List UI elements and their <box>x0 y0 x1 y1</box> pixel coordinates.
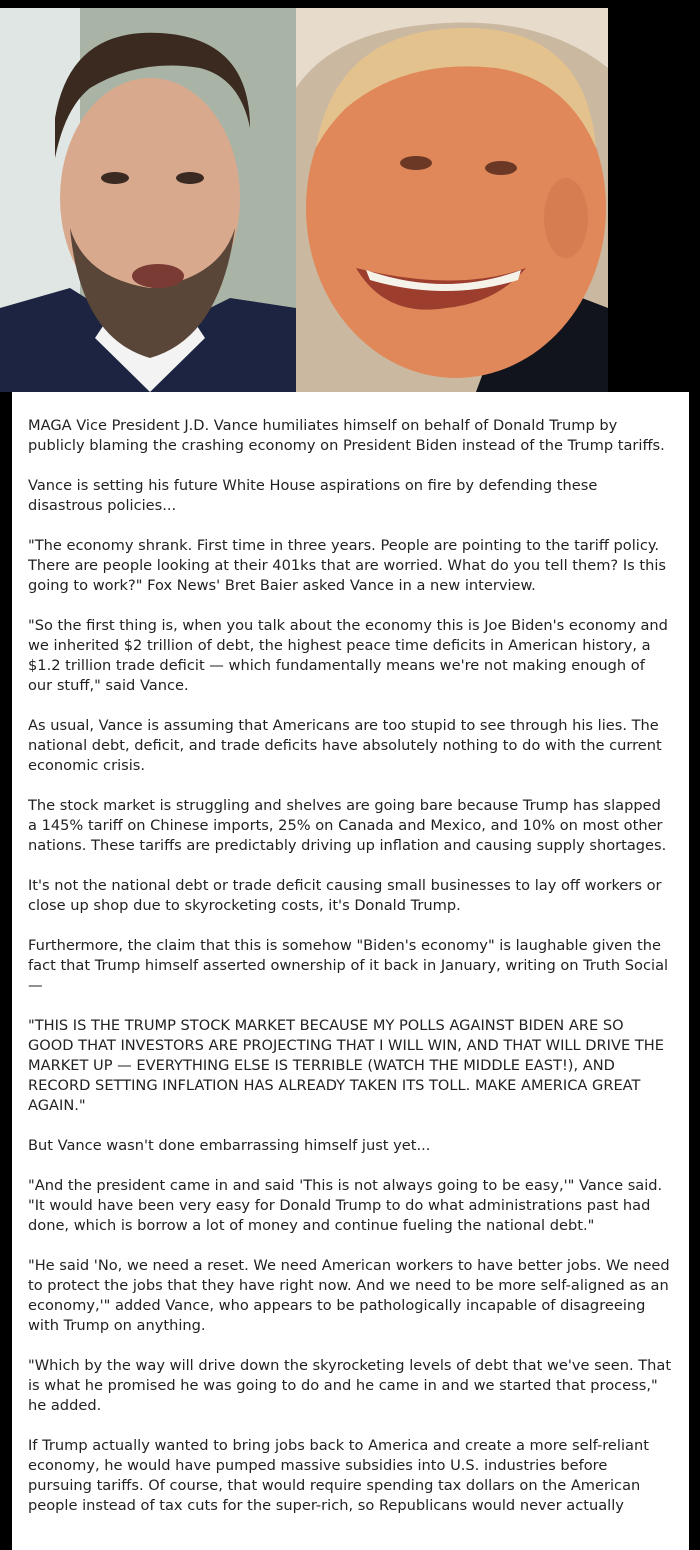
vance-portrait-image <box>0 8 296 392</box>
article-paragraph: It's not the national debt or trade deficit causing small businesses to lay off workers or close up shop due to skyrocketing costs, it's Donald Trump. <box>28 877 662 914</box>
article-paragraph: Furthermore, the claim that this is somehow "Biden's economy" is laughable given the fact that Trump himself asserted ownership of it back in January, writing on Truth Social— <box>28 937 669 994</box>
article-paragraph: As usual, Vance is assuming that Americans are too stupid to see through his lies. The national debt, deficit, and trade deficits have absolutely nothing to do with the current economic crisis. <box>28 717 662 774</box>
article-paragraph: "And the president came in and said 'This is not always going to be easy,'" Vance said. "It would have been very easy for Donald Trump to do what administrations past had done, which is borrow a lot of money and continue fueling the national debt." <box>28 1177 663 1234</box>
article-body <box>12 392 689 1550</box>
article-paragraph: MAGA Vice President J.D. Vance humiliates himself on behalf of Donald Trump by publicly blaming the crashing economy on President Biden instead of the Trump tariffs. <box>28 417 665 454</box>
article-paragraph: "So the first thing is, when you talk about the economy this is Joe Biden's economy and we inherited $2 trillion of debt, the highest peace time deficits in American history, a $1.2 trillion trade deficit — which fundamentally means we're not making enough of our stuff," said Vance. <box>28 617 668 694</box>
article-paragraph: If Trump actually wanted to bring jobs back to America and create a more self-reliant economy, he would have pumped massive subsidies into U.S. industries before pursuing tariffs. Of course, that would require spending tax dollars on the American people instead of tax cuts for the super-rich, so Republicans would never actually <box>28 1437 649 1514</box>
left-frame <box>0 392 12 1500</box>
right-frame <box>689 392 700 1500</box>
article-paragraph: "Which by the way will drive down the skyrocketing levels of debt that we've seen. That is what he promised he was going to do and he came in and we started that process," he added. <box>28 1357 672 1414</box>
article-paragraph: But Vance wasn't done embarrassing himself just yet... <box>28 1137 431 1154</box>
portrait-photo-icon <box>0 8 296 392</box>
article-paragraph: "He said 'No, we need a reset. We need American workers to have better jobs. We need to protect the jobs that they have right now. And we need to be more self-aligned as an economy,'" added Vance, who appears to be pathologically incapable of disagreeing with Trump on anything. <box>28 1257 670 1334</box>
portrait-photo-icon <box>296 8 608 392</box>
article-paragraph: "The economy shrank. First time in three years. People are pointing to the tariff policy. There are people looking at their 401ks that are worried. What do you tell them? Is this going to work?" Fox News' Bret Baier asked Vance in a new interview. <box>28 537 666 594</box>
header-photo-collage <box>0 8 608 392</box>
article-paragraph: "THIS IS THE TRUMP STOCK MARKET BECAUSE MY POLLS AGAINST BIDEN ARE SO GOOD THAT INVESTORS ARE PROJECTING THAT I WILL WIN, AND THAT WILL DRIVE THE MARKET UP — EVERYTHING ELSE IS TERRIBLE (WATCH THE MIDDLE EAST!), AND RECORD SETTING INFLATION HAS ALREADY TAKEN ITS TOLL. MAKE AMERICA GREAT AGAIN." <box>28 1017 664 1114</box>
article-paragraph: The stock market is struggling and shelves are going bare because Trump has slapped a 145% tariff on Chinese imports, 25% on Canada and Mexico, and 10% on most other nations. These tariffs are predictably driving up inflation and causing supply shortages. <box>28 797 667 854</box>
article-paragraph: Vance is setting his future White House aspirations on fire by defending these disastrous policies... <box>28 477 598 514</box>
right-black-margin <box>608 0 700 392</box>
trump-portrait-image <box>296 8 608 392</box>
